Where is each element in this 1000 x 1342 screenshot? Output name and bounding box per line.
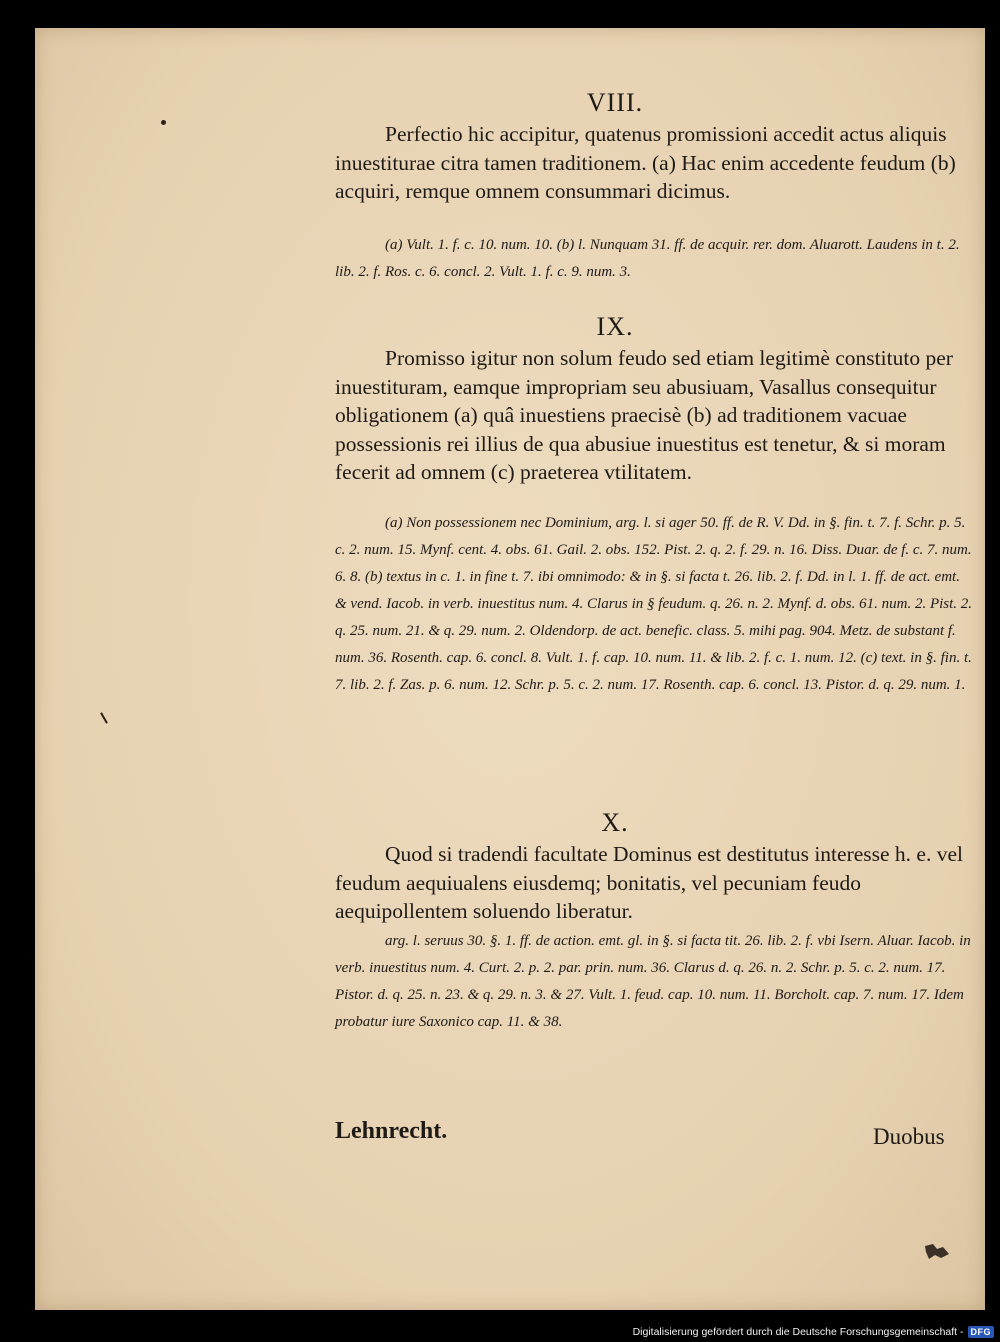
section-text-viii: Perfectio hic accipitur, quatenus promissioni accedit actus aliquis inuestiturae citra tamen traditionem. (a) Hac enim accedente feudum (b) acquiri, remque omnem consummari dicimus.	[335, 122, 956, 203]
section-heading-viii: VIII.	[586, 88, 644, 117]
section-heading-x: X.	[601, 808, 629, 837]
ink-spot	[161, 120, 166, 125]
section-note-ix: (a) Non possessionem nec Dominium, arg. l. si ager 50. ff. de R. V. Dd. in §. fin. t. 7. f. Schr. p. 5. c. 2. num. 15. Mynf. cent. 4. obs. 61. Gail. 2. obs. 152. Pist. 2. q. 2. f. 29. n. 16. Diss. Duar. de f. c. 7. num. 6. 8. (b) textus in c. 1. in fine t. 7. ibi omnimodo: & in §. si facta t. 26. lib. 2. f. Dd. in l. 1. ff. de act. emt. & vend. Iacob. in verb. inuestitus num. 4. Clarus in § feudum. q. 26. n. 2. Mynf. d. obs. 61. num. 2. Pist. 2. q. 25. num. 21. & q. 29. num. 2. Oldendorp. de act. benefic. class. 5. mihi pag. 904. Metz. de substant f. num. 36. Rosenth. cap. 6. concl. 8. Vult. 1. f. cap. 10. num. 11. & lib. 2. f. c. 1. num. 12. (c) text. in §. fin. t. 7. lib. 2. f. Zas. p. 6. num. 12. Schr. p. 5. c. 2. num. 17. Rosenth. cap. 6. concl. 13. Pistor. d. q. 29. num. 1.	[335, 515, 973, 693]
section-heading-ix: IX.	[596, 312, 634, 341]
ink-blot-icon	[923, 1240, 951, 1262]
section-text-x: Quod si tradendi facultate Dominus est destitutus interesse h. e. vel feudum aequiualens eiusdemq; bonitatis, vel pecuniam feudo aequipollentem soluendo liberatur.	[335, 842, 963, 923]
section-note-viii: (a) Vult. 1. f. c. 10. num. 10. (b) l. Nunquam 31. ff. de acquir. rer. dom. Aluarott. Laudens in t. 2. lib. 2. f. Ros. c. 6. concl. 2. Vult. 1. f. c. 9. num. 3.	[335, 237, 960, 280]
footer-text: Digitalisierung gefördert durch die Deutsche Forschungsgemeinschaft -	[632, 1326, 964, 1338]
dfg-logo-icon: DFG	[968, 1326, 995, 1338]
catchword: Duobus	[873, 1124, 945, 1149]
book-page	[35, 28, 985, 1310]
digitization-footer	[633, 1326, 994, 1338]
closing-word: Lehnrecht.	[335, 1118, 448, 1144]
ink-mark	[100, 712, 108, 723]
section-note-x: arg. l. seruus 30. §. 1. ff. de action. emt. gl. in §. si facta tit. 26. lib. 2. f. vbi Isern. Aluar. Iacob. in verb. inuestitus num. 4. Curt. 2. p. 2. par. prin. num. 36. Clarus d. q. 26. n. 2. Schr. p. 5. c. 2. num. 17. Pistor. d. q. 25. n. 23. & q. 29. n. 3. & 27. Vult. 1. feud. cap. 10. num. 11. Borcholt. cap. 7. num. 17. Idem probatur iure Saxonico cap. 11. & 38.	[335, 933, 971, 1030]
section-text-ix: Promisso igitur non solum feudo sed etiam legitimè constituto per inuestituram, eamque impropriam seu abusiuam, Vasallus consequitur obligationem (a) quâ inuestiens praecisè (b) ad traditionem vacuae possessionis rei illius de qua abusiue inuestitus est tenetur, & si moram fecerit ad omnem (c) praeterea vtilitatem.	[335, 346, 953, 484]
